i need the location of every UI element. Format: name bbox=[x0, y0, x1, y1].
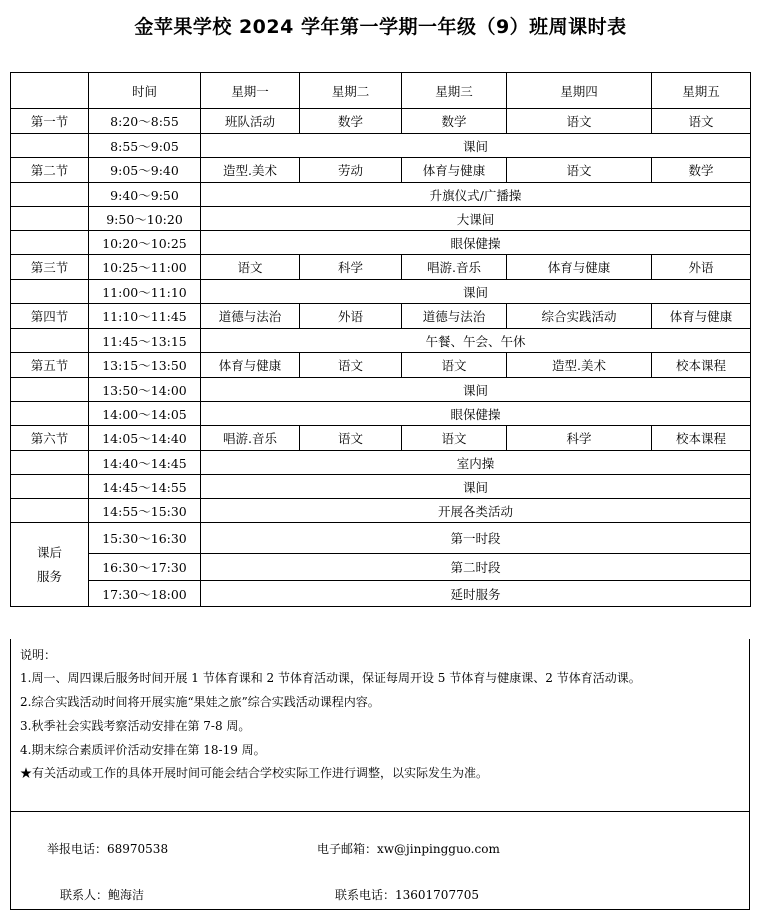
period-label: 第三节 bbox=[11, 255, 89, 280]
after-school-row bbox=[11, 554, 751, 581]
break-row bbox=[11, 280, 751, 304]
activity-cell: 第二时段 bbox=[201, 554, 751, 581]
subject-cell: 唱游.音乐 bbox=[201, 426, 300, 451]
timetable-body bbox=[11, 73, 751, 607]
activity-cell: 课间 bbox=[201, 378, 751, 402]
after-school-row bbox=[11, 523, 751, 554]
time-cell: 9:05～9:40 bbox=[89, 158, 201, 183]
class-row bbox=[11, 255, 751, 280]
page-title: 金苹果学校 2024 学年第一学期一年级（9）班周课时表 bbox=[134, 16, 627, 38]
period-label bbox=[11, 378, 89, 402]
subject-cell: 外语 bbox=[652, 255, 751, 280]
time-cell: 8:20～8:55 bbox=[89, 109, 201, 134]
subject-cell: 语文 bbox=[402, 353, 507, 378]
time-cell: 13:50～14:00 bbox=[89, 378, 201, 402]
header-cell: 时间 bbox=[89, 73, 201, 109]
break-row bbox=[11, 475, 751, 499]
notes-section bbox=[10, 639, 750, 812]
subject-cell: 校本课程 bbox=[652, 353, 751, 378]
subject-cell: 体育与健康 bbox=[201, 353, 300, 378]
note-line: 2.综合实践活动时间将开展实施“果娃之旅”综合实践活动课程内容。 bbox=[20, 695, 380, 709]
period-label bbox=[11, 207, 89, 231]
subject-cell: 造型.美术 bbox=[201, 158, 300, 183]
time-cell: 14:55～15:30 bbox=[89, 499, 201, 523]
period-label bbox=[11, 475, 89, 499]
activity-cell: 开展各类活动 bbox=[201, 499, 751, 523]
subject-cell: 唱游.音乐 bbox=[402, 255, 507, 280]
subject-cell: 劳动 bbox=[300, 158, 402, 183]
break-row bbox=[11, 134, 751, 158]
activity-cell: 延时服务 bbox=[201, 581, 751, 607]
time-cell: 9:40～9:50 bbox=[89, 183, 201, 207]
note-line: 1.周一、周四课后服务时间开展 1 节体育课和 2 节体育活动课，保证每周开设 5 节体育与健康课、2 节体育活动课。 bbox=[20, 671, 641, 685]
time-cell: 13:15～13:50 bbox=[89, 353, 201, 378]
after-school-row bbox=[11, 581, 751, 607]
period-label bbox=[11, 280, 89, 304]
subject-cell: 语文 bbox=[201, 255, 300, 280]
activity-cell: 课间 bbox=[201, 134, 751, 158]
break-row bbox=[11, 402, 751, 426]
period-label bbox=[11, 402, 89, 426]
period-label: 第一节 bbox=[11, 109, 89, 134]
subject-cell: 体育与健康 bbox=[652, 304, 751, 329]
period-label bbox=[11, 499, 89, 523]
period-label: 第四节 bbox=[11, 304, 89, 329]
class-row bbox=[11, 109, 751, 134]
subject-cell: 体育与健康 bbox=[507, 255, 652, 280]
time-cell: 14:40～14:45 bbox=[89, 451, 201, 475]
activity-cell: 眼保健操 bbox=[201, 231, 751, 255]
class-row bbox=[11, 353, 751, 378]
subject-cell: 语文 bbox=[402, 426, 507, 451]
class-row bbox=[11, 426, 751, 451]
period-label bbox=[11, 183, 89, 207]
time-cell: 14:45～14:55 bbox=[89, 475, 201, 499]
header-cell bbox=[11, 73, 89, 109]
header-cell: 星期三 bbox=[402, 73, 507, 109]
contact-footer bbox=[10, 811, 750, 910]
subject-cell: 数学 bbox=[652, 158, 751, 183]
header-cell: 星期一 bbox=[201, 73, 300, 109]
subject-cell: 语文 bbox=[300, 426, 402, 451]
class-row bbox=[11, 304, 751, 329]
period-label: 第五节 bbox=[11, 353, 89, 378]
after-school-label-line: 服务 bbox=[36, 568, 62, 584]
time-cell: 10:25～11:00 bbox=[89, 255, 201, 280]
activity-cell: 眼保健操 bbox=[201, 402, 751, 426]
subject-cell: 校本课程 bbox=[652, 426, 751, 451]
notes-heading: 说明： bbox=[20, 648, 57, 662]
period-label bbox=[11, 329, 89, 353]
break-row bbox=[11, 451, 751, 475]
activity-cell: 课间 bbox=[201, 280, 751, 304]
period-label bbox=[11, 134, 89, 158]
activity-cell: 室内操 bbox=[201, 451, 751, 475]
subject-cell: 体育与健康 bbox=[402, 158, 507, 183]
activity-cell: 第一时段 bbox=[201, 523, 751, 554]
time-cell: 14:05～14:40 bbox=[89, 426, 201, 451]
activity-cell: 课间 bbox=[201, 475, 751, 499]
activity-cell: 午餐、午会、午休 bbox=[201, 329, 751, 353]
subject-cell: 造型.美术 bbox=[507, 353, 652, 378]
contact-email: 电子邮箱：xw@jinpingguo.com bbox=[317, 842, 500, 856]
time-cell: 11:45～13:15 bbox=[89, 329, 201, 353]
contact-person: 联系人：鲍海洁 bbox=[60, 888, 145, 902]
time-cell: 11:10～11:45 bbox=[89, 304, 201, 329]
time-cell: 8:55～9:05 bbox=[89, 134, 201, 158]
class-row bbox=[11, 158, 751, 183]
period-label: 第六节 bbox=[11, 426, 89, 451]
subject-cell: 科学 bbox=[300, 255, 402, 280]
break-row bbox=[11, 183, 751, 207]
break-row bbox=[11, 378, 751, 402]
subject-cell: 道德与法治 bbox=[402, 304, 507, 329]
subject-cell: 语文 bbox=[507, 109, 652, 134]
activity-cell: 大课间 bbox=[201, 207, 751, 231]
contact-phone: 联系电话：13601707705 bbox=[335, 888, 479, 902]
note-line: ★有关活动或工作的具体开展时间可能会结合学校实际工作进行调整，以实际发生为准。 bbox=[20, 766, 489, 780]
timetable bbox=[10, 72, 751, 607]
time-cell: 9:50～10:20 bbox=[89, 207, 201, 231]
subject-cell: 外语 bbox=[300, 304, 402, 329]
break-row bbox=[11, 207, 751, 231]
time-cell: 17:30～18:00 bbox=[89, 581, 201, 607]
time-cell: 15:30～16:30 bbox=[89, 523, 201, 554]
subject-cell: 综合实践活动 bbox=[507, 304, 652, 329]
subject-cell: 数学 bbox=[300, 109, 402, 134]
note-line: 4.期末综合素质评价活动安排在第 18-19 周。 bbox=[20, 743, 266, 757]
subject-cell: 语文 bbox=[507, 158, 652, 183]
report-phone: 举报电话：68970538 bbox=[47, 842, 169, 856]
break-row bbox=[11, 231, 751, 255]
period-label: 第二节 bbox=[11, 158, 89, 183]
subject-cell: 语文 bbox=[652, 109, 751, 134]
subject-cell: 语文 bbox=[300, 353, 402, 378]
subject-cell: 数学 bbox=[402, 109, 507, 134]
header-cell: 星期四 bbox=[507, 73, 652, 109]
time-cell: 14:00～14:05 bbox=[89, 402, 201, 426]
time-cell: 16:30～17:30 bbox=[89, 554, 201, 581]
subject-cell: 道德与法治 bbox=[201, 304, 300, 329]
header-cell: 星期五 bbox=[652, 73, 751, 109]
break-row bbox=[11, 499, 751, 523]
period-label bbox=[11, 231, 89, 255]
header-cell: 星期二 bbox=[300, 73, 402, 109]
subject-cell: 班队活动 bbox=[201, 109, 300, 134]
period-label bbox=[11, 451, 89, 475]
header-row bbox=[11, 73, 751, 109]
time-cell: 10:20～10:25 bbox=[89, 231, 201, 255]
after-school-label bbox=[11, 523, 89, 607]
subject-cell: 科学 bbox=[507, 426, 652, 451]
break-row bbox=[11, 329, 751, 353]
note-line: 3.秋季社会实践考察活动安排在第 7-8 周。 bbox=[20, 719, 251, 733]
activity-cell: 升旗仪式/广播操 bbox=[201, 183, 751, 207]
time-cell: 11:00～11:10 bbox=[89, 280, 201, 304]
after-school-label-line: 课后 bbox=[36, 544, 62, 560]
